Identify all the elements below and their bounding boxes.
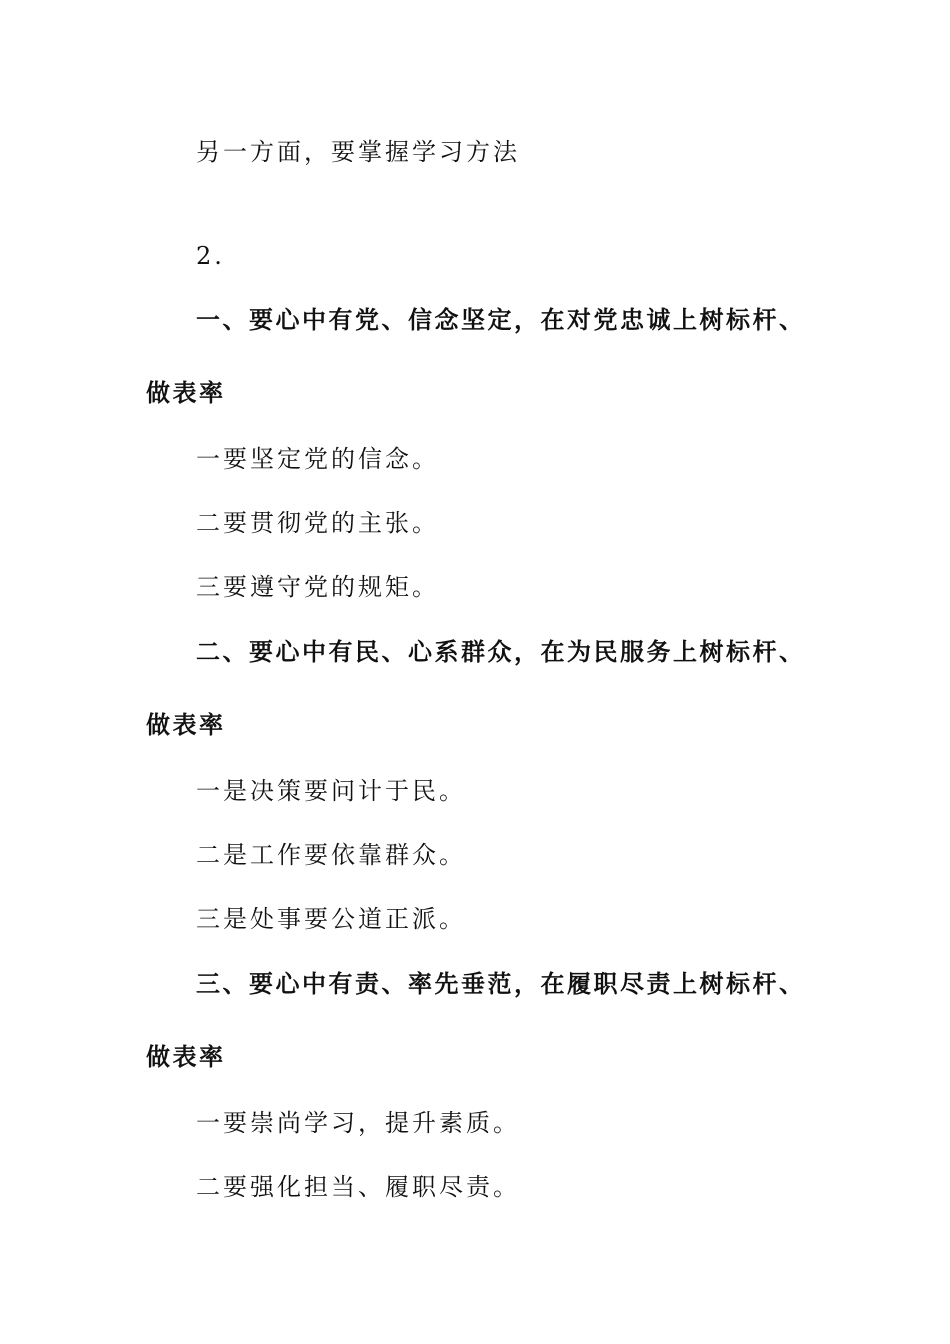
list-item: 一是决策要问计于民。 xyxy=(196,777,466,805)
heading-1-line-1: 一、要心中有党、信念坚定，在对党忠诚上树标杆、 xyxy=(196,306,806,334)
heading-2-line-2: 做表率 xyxy=(146,711,226,739)
list-item: 三要遵守党的规矩。 xyxy=(196,573,439,601)
list-item: 二要贯彻党的主张。 xyxy=(196,509,439,537)
heading-2-line-1: 二、要心中有民、心系群众，在为民服务上树标杆、 xyxy=(196,638,806,666)
list-item: 二要强化担当、履职尽责。 xyxy=(196,1173,520,1201)
section-number: 2. xyxy=(196,242,225,270)
heading-3-line-2: 做表率 xyxy=(146,1043,226,1071)
heading-3-line-1: 三、要心中有责、率先垂范，在履职尽责上树标杆、 xyxy=(196,970,806,998)
heading-1-line-2: 做表率 xyxy=(146,379,226,407)
list-item: 一要崇尚学习，提升素质。 xyxy=(196,1109,520,1137)
list-item: 三是处事要公道正派。 xyxy=(196,905,466,933)
list-item: 二是工作要依靠群众。 xyxy=(196,841,466,869)
list-item: 一要坚定党的信念。 xyxy=(196,445,439,473)
paragraph-learning-method: 另一方面，要掌握学习方法 xyxy=(196,138,520,166)
